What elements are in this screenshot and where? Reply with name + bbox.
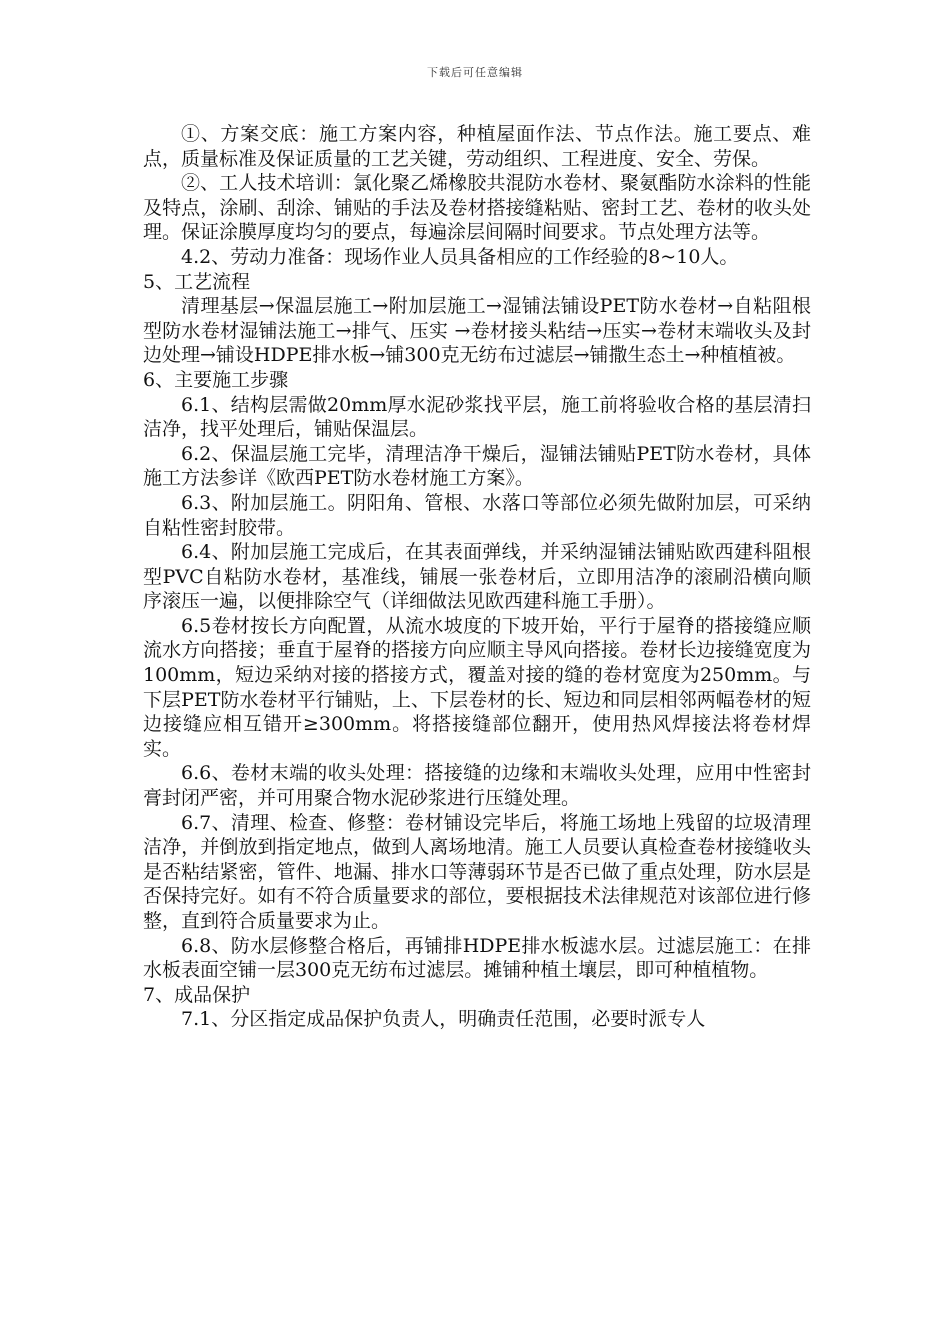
paragraph-step-6-4: 6.4、附加层施工完成后，在其表面弹线，并采纳湿铺法铺贴欧西建科阻根型PVC自粘防水卷材，基准线，铺展一张卷材后，立即用洁净的滚刷沿横向顺序滚压一遍，以便排除空气（详细做法见欧西建科施工手册）。 — [143, 541, 811, 613]
paragraph-step-6-7: 6.7、清理、检查、修整：卷材铺设完毕后，将施工场地上残留的垃圾清理洁净，并倒放到指定地点，做到人离场地清。施工人员要认真检查卷材接缝收头是否粘结紧密，管件、地漏、排水口等薄弱环节是否已做了重点处理，防水层是否保持完好。如有不符合质量要求的部位，要根据技术法律规范对该部位进行修整，直到符合质量要求为止。 — [143, 811, 811, 932]
paragraph-step-6-1: 6.1、结构层需做20mm厚水泥砂浆找平层，施工前将验收合格的基层清扫洁净，找平处理后，铺贴保温层。 — [143, 393, 811, 441]
paragraph-step-6-6: 6.6、卷材末端的收头处理：搭接缝的边缘和末端收头处理，应用中性密封膏封闭严密，并可用聚合物水泥砂浆进行压缝处理。 — [143, 762, 811, 810]
paragraph-step-6-5: 6.5卷材按长方向配置，从流水坡度的下坡开始，平行于屋脊的搭接缝应顺流水方向搭接；垂直于屋脊的搭接方向应顺主导风向搭接。卷材长边接缝宽度为100mm，短边采纳对接的搭接方式，覆盖对接的缝的卷材宽度为250mm。与下层PET防水卷材平行铺贴，上、下层卷材的长、短边和同层相邻两幅卷材的短边接缝应相互错开≥300mm。将搭接缝部位翻开，使用热风焊接法将卷材焊实。 — [143, 614, 811, 760]
section-heading-process: 5、工艺流程 — [143, 270, 251, 293]
paragraph-step-6-3: 6.3、附加层施工。阴阳角、管根、水落口等部位必须先做附加层，可采纳自粘性密封胶带。 — [143, 491, 811, 539]
paragraph-labor: 4.2、劳动力准备：现场作业人员具备相应的工作经验的8~10人。 — [181, 245, 739, 268]
paragraph-step-6-8: 6.8、防水层修整合格后，再铺排HDPE排水板滤水层。过滤层施工：在排水板表面空铺一层300克无纺布过滤层。摊铺种植土壤层，即可种植植物。 — [143, 934, 811, 982]
paragraph-briefing: ①、方案交底：施工方案内容，种植屋面作法、节点作法。施工要点、难点，质量标准及保证质量的工艺关键，劳动组织、工程进度、安全、劳保。 — [143, 123, 811, 170]
section-heading-protection: 7、成品保护 — [143, 983, 251, 1006]
page-header: 下载后可任意编辑 — [427, 66, 523, 79]
paragraph-protection-7-1: 7.1、分区指定成品保护负责人，明确责任范围，必要时派专人 — [181, 1008, 706, 1031]
document-body — [143, 122, 811, 1032]
paragraph-step-6-2: 6.2、保温层施工完毕，清理洁净干燥后，湿铺法铺贴PET防水卷材，具体施工方法参详《欧西PET防水卷材施工方案》。 — [143, 442, 811, 490]
section-heading-steps: 6、主要施工步骤 — [143, 368, 289, 391]
paragraph-process-flow: 清理基层→保温层施工→附加层施工→湿铺法铺设PET防水卷材→自粘阻根型防水卷材湿铺法施工→排气、压实 →卷材接头粘结→压实→卷材末端收头及封边处理→铺设HDPE排水板→铺300克无纺布过滤层→铺撒生态土→种植植被。 — [143, 295, 811, 367]
paragraph-training: ②、工人技术培训：氯化聚乙烯橡胶共混防水卷材、聚氨酯防水涂料的性能及特点，涂刷、刮涂、铺贴的手法及卷材搭接缝粘贴、密封工艺、卷材的收头处理。保证涂膜厚度均匀的要点，每遍涂层间隔时间要求。节点处理方法等。 — [143, 172, 811, 244]
